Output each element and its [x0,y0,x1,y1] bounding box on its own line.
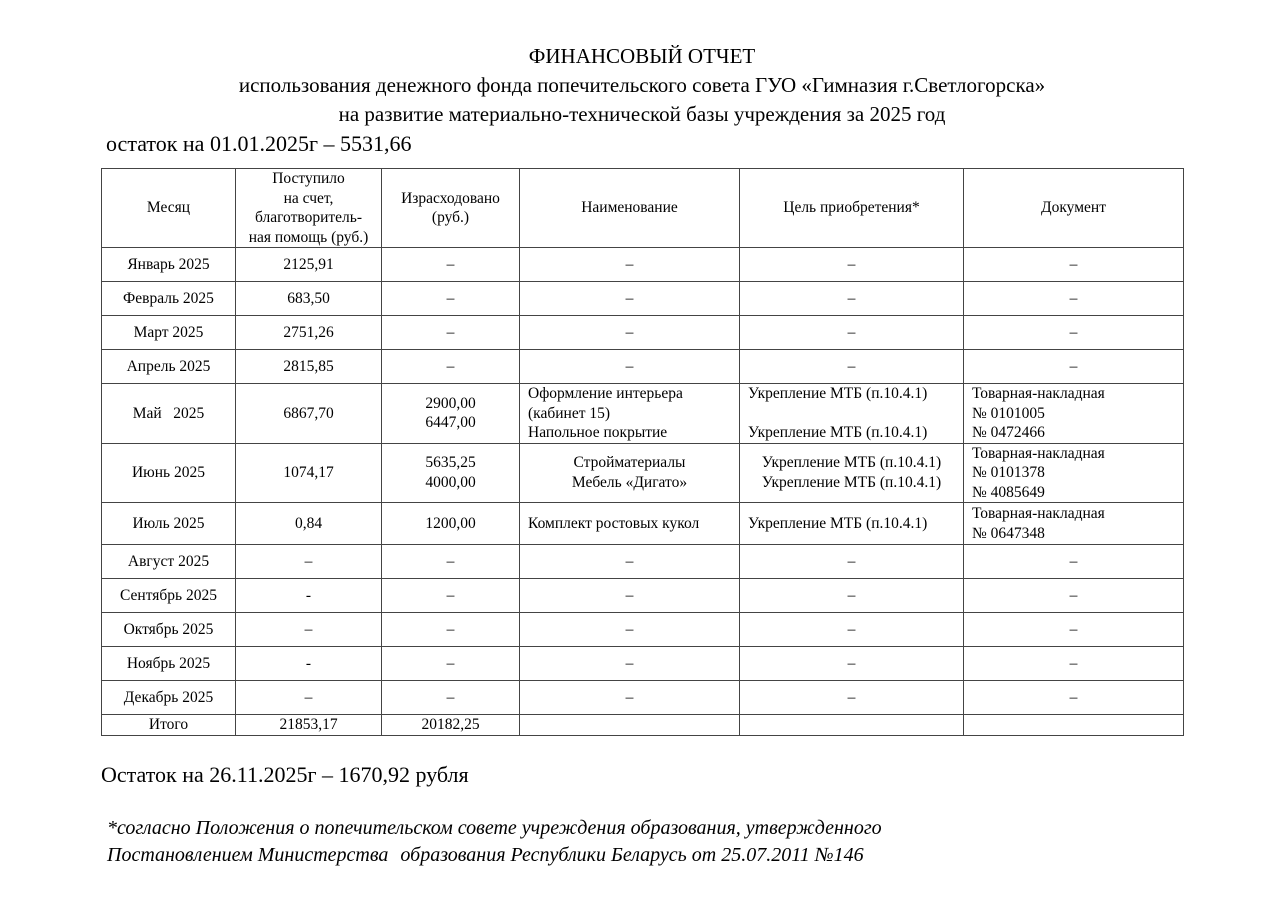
header-name: Наименование [520,169,740,248]
table-row [102,579,1184,613]
cell-received: – [236,545,382,579]
cell-document: – [964,316,1184,350]
table-row [102,350,1184,384]
total-received: 21853,17 [236,715,382,736]
cell-spent: 5635,25 4000,00 [382,443,520,503]
cell-purpose: – [740,282,964,316]
cell-name: – [520,350,740,384]
cell-document: – [964,647,1184,681]
cell-document: – [964,248,1184,282]
cell-purpose: – [740,316,964,350]
cell-document: – [964,282,1184,316]
cell-name: – [520,316,740,350]
cell-month: Апрель 2025 [102,350,236,384]
total-spent: 20182,25 [382,715,520,736]
cell-name: – [520,248,740,282]
cell-received: – [236,681,382,715]
table-row [102,545,1184,579]
table-row [102,316,1184,350]
cell-spent: – [382,248,520,282]
report-table [101,168,1184,736]
cell-document: – [964,545,1184,579]
cell-received: 2815,85 [236,350,382,384]
cell-month: Сентябрь 2025 [102,579,236,613]
header-purpose: Цель приобретения* [740,169,964,248]
total-empty-cell [740,715,964,736]
cell-month: Июль 2025 [102,503,236,545]
cell-received: – [236,613,382,647]
cell-spent: – [382,316,520,350]
cell-name: – [520,545,740,579]
cell-month: Февраль 2025 [102,282,236,316]
total-empty-cell [520,715,740,736]
cell-name: – [520,681,740,715]
cell-month: Май 2025 [102,384,236,444]
cell-spent: – [382,350,520,384]
cell-purpose: – [740,647,964,681]
cell-spent: 2900,00 6447,00 [382,384,520,444]
cell-purpose: – [740,248,964,282]
cell-month: Октябрь 2025 [102,613,236,647]
cell-document: – [964,579,1184,613]
table-row [102,282,1184,316]
cell-received: 683,50 [236,282,382,316]
opening-balance: остаток на 01.01.2025г – 5531,66 [106,131,412,156]
cell-month: Январь 2025 [102,248,236,282]
table-header-row [102,169,1184,248]
footnote-line-2: Постановлением Министерства образования Республики Беларусь от 25.07.2011 №146 [107,844,864,866]
cell-received: - [236,647,382,681]
cell-spent: – [382,613,520,647]
cell-month: Июнь 2025 [102,443,236,503]
report-header [0,42,1280,129]
cell-document: – [964,613,1184,647]
table-row [102,647,1184,681]
cell-name: Комплект ростовых кукол [520,503,740,545]
cell-purpose: Укрепление МТБ (п.10.4.1) Укрепление МТБ (п.10.4.1) [740,443,964,503]
cell-spent: – [382,579,520,613]
header-received: Поступило на счет, благотворитель- ная помощь (руб.) [236,169,382,248]
cell-received: 2751,26 [236,316,382,350]
cell-purpose: Укрепление МТБ (п.10.4.1) Укрепление МТБ (п.10.4.1) [740,384,964,444]
cell-spent: – [382,282,520,316]
cell-received: 2125,91 [236,248,382,282]
footnote-line-1: *согласно Положения о попечительском совете учреждения образования, утвержденного [107,817,882,839]
cell-document: Товарная-накладная № 0647348 [964,503,1184,545]
header-document: Документ [964,169,1184,248]
cell-purpose: – [740,681,964,715]
report-subtitle-1: использования денежного фонда попечительского совета ГУО «Гимназия г.Светлогорска» [238,73,1046,97]
cell-purpose: – [740,545,964,579]
total-label: Итого [102,715,236,736]
cell-received: 0,84 [236,503,382,545]
cell-document: – [964,681,1184,715]
cell-received: 6867,70 [236,384,382,444]
cell-document: Товарная-накладная № 0101378 № 4085649 [964,443,1184,503]
table-row [102,248,1184,282]
cell-received: 1074,17 [236,443,382,503]
cell-purpose: – [740,350,964,384]
table-total-row [102,715,1184,736]
cell-month: Декабрь 2025 [102,681,236,715]
cell-name: – [520,613,740,647]
cell-name: Оформление интерьера (кабинет 15) Напольное покрытие [520,384,740,444]
cell-spent: – [382,647,520,681]
table-row [102,681,1184,715]
cell-month: Март 2025 [102,316,236,350]
header-month: Месяц [102,169,236,248]
closing-balance: Остаток на 26.11.2025г – 1670,92 рубля [101,762,469,787]
footnote [107,815,882,869]
cell-document: Товарная-накладная № 0101005 № 0472466 [964,384,1184,444]
cell-purpose: Укрепление МТБ (п.10.4.1) [740,503,964,545]
cell-name: – [520,579,740,613]
report-title: ФИНАНСОВЫЙ ОТЧЕТ [528,44,756,68]
cell-name: – [520,647,740,681]
table-row [102,443,1184,503]
cell-purpose: – [740,613,964,647]
total-empty-cell [964,715,1184,736]
cell-document: – [964,350,1184,384]
cell-spent: 1200,00 [382,503,520,545]
table-row [102,384,1184,444]
cell-month: Август 2025 [102,545,236,579]
table-row [102,613,1184,647]
report-subtitle-2: на развитие материально-технической базы учреждения за 2025 год [338,102,946,126]
header-spent: Израсходовано (руб.) [382,169,520,248]
cell-month: Ноябрь 2025 [102,647,236,681]
cell-name: – [520,282,740,316]
cell-received: - [236,579,382,613]
cell-spent: – [382,545,520,579]
cell-purpose: – [740,579,964,613]
cell-spent: – [382,681,520,715]
cell-name: Стройматериалы Мебель «Дигато» [520,443,740,503]
table-row [102,503,1184,545]
